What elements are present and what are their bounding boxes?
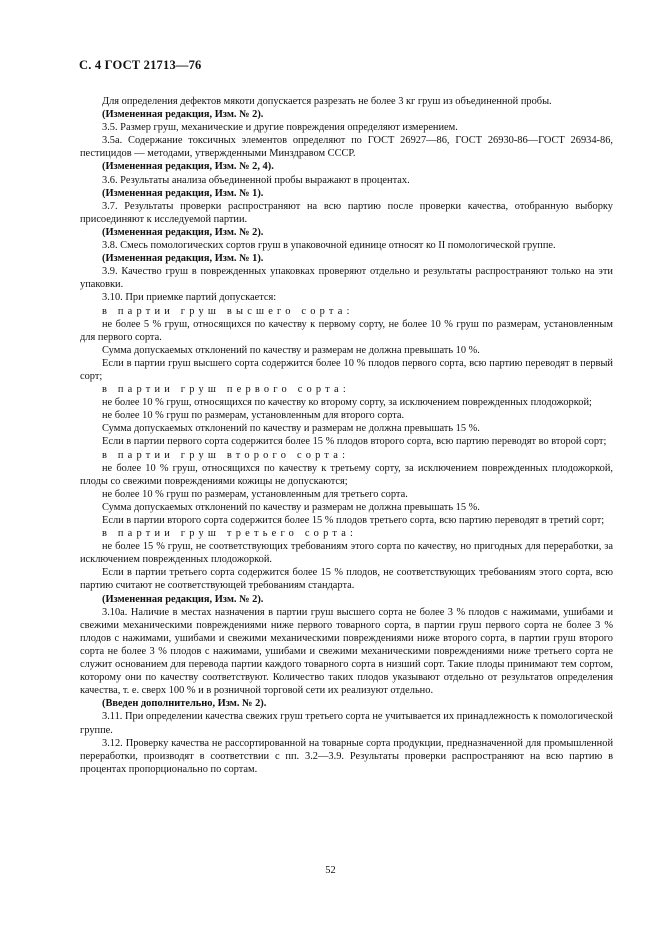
page-header: С. 4 ГОСТ 21713—76 [79, 58, 202, 72]
revision-note: (Измененная редакция, Изм. № 2, 4). [102, 161, 274, 173]
document-body [80, 95, 613, 776]
revision-note: (Измененная редакция, Изм. № 2). [102, 226, 264, 238]
paragraph: 3.8. Смесь помологических сортов груш в упаковочной единице относят ко II помологической группе. [102, 240, 556, 252]
revision-note: (Измененная редакция, Изм. № 2). [102, 109, 264, 121]
paragraph: 3.10а. Наличие в местах назначения в партии груш высшего сорта не более 3 % плодов с нажимами, ушибами и свежими механическими повреждениями ниже первого товарного сорта, в партии груш первого сорта не более 3 % плодов с нажимами, ушибами и свежими механическими повреждениями ниже второго сорта, в партии груш второго сорта не более 3 % плодов с нажимами, ушибами и свежими механическими повреждениями ниже третьего сорта не служит основанием для перевода партии каждого товарного сорта в низший сорт. Такие плоды принимают тем сортом, которому они по качеству соответствуют. Количество таких плодов указывают отдельно от результатов определения качества, т. е. сверх 100 % и в розничной торговой сети их реализуют отдельно. [80, 606, 613, 697]
revision-note: (Измененная редакция, Изм. № 1). [102, 253, 264, 265]
grade-subheading: в партии груш третьего сорта: [102, 528, 358, 540]
paragraph: 3.6. Результаты анализа объединенной пробы выражают в процентах. [102, 174, 410, 186]
paragraph: не более 15 % груш, не соответствующих требованиям этого сорта по качеству, но пригодных для переработки, за исключением поврежденных плодожоркой. [80, 541, 613, 566]
grade-subheading: в партии груш второго сорта: [102, 449, 350, 461]
paragraph: Если в партии груш высшего сорта содержится более 10 % плодов первого сорта, всю партию переводят в первый сорт; [80, 357, 613, 382]
page-number: 52 [325, 865, 336, 876]
paragraph: 3.5а. Содержание токсичных элементов определяют по ГОСТ 26927—86, ГОСТ 26930-86—ГОСТ 26934-86, пестицидов — методами, утвержденными Минздравом СССР. [80, 135, 613, 160]
paragraph: не более 10 % груш по размерам, установленным для второго сорта. [102, 410, 405, 422]
paragraph: 3.9. Качество груш в поврежденных упаковках проверяют отдельно и результаты распространяют только на эти упаковки. [80, 266, 613, 291]
paragraph: 3.12. Проверку качества не рассортированной на товарные сорта продукции, предназначенной для промышленной переработки, производят в соответствии с пп. 3.2—3.9. Результаты проверки распространяют на всю партию в процентах пропорционально по сортам. [80, 737, 613, 775]
paragraph: не более 10 % груш, относящихся по качеству к третьему сорту, за исключением поврежденных плодожоркой, плоды со свежими повреждениями кожицы не допускаются; [80, 462, 613, 487]
revision-note: (Измененная редакция, Изм. № 1). [102, 187, 264, 199]
paragraph: 3.10. При приемке партий допускается: [102, 292, 277, 304]
grade-subheading: в партии груш высшего сорта: [102, 305, 354, 317]
paragraph: Если в партии третьего сорта содержится более 15 % плодов, не соответствующих требованиям этого сорта, всю партию считают не соответствующей требованиям стандарта. [80, 567, 613, 592]
grade-subheading: в партии груш первого сорта: [102, 384, 350, 396]
paragraph: не более 10 % груш, относящихся по качеству ко второму сорту, за исключением поврежденных плодожоркой; [102, 397, 592, 409]
revision-note: (Измененная редакция, Изм. № 2). [102, 593, 264, 605]
paragraph: не более 10 % груш по размерам, установленным для третьего сорта. [102, 488, 408, 500]
paragraph: 3.7. Результаты проверки распространяют на всю партию после проверки качества, отобранную выборку присоединяют к исследуемой партии. [80, 200, 613, 225]
paragraph: Если в партии второго сорта содержится более 15 % плодов третьего сорта, всю партию переводят в третий сорт; [102, 515, 605, 526]
revision-note: (Введен дополнительно, Изм. № 2). [102, 698, 267, 710]
paragraph: не более 5 % груш, относящихся по качеству к первому сорту, не более 10 % груш по размерам, установленным для первого сорта. [80, 318, 613, 343]
paragraph: Сумма допускаемых отклонений по качеству и размерам не должна превышать 15 %. [102, 423, 480, 435]
paragraph: 3.11. При определении качества свежих груш третьего сорта не учитывается их принадлежность к помологической группе. [80, 711, 613, 736]
paragraph: Для определения дефектов мякоти допускается разрезать не более 3 кг груш из объединенной пробы. [102, 96, 552, 107]
paragraph: Если в партии первого сорта содержится более 15 % плодов второго сорта, всю партию переводят во второй сорт; [102, 436, 607, 448]
paragraph: Сумма допускаемых отклонений по качеству и размерам не должна превышать 15 %. [102, 501, 480, 513]
paragraph: 3.5. Размер груш, механические и другие повреждения определяют измерением. [102, 122, 458, 134]
paragraph: Сумма допускаемых отклонений по качеству и размерам не должна превышать 10 %. [102, 344, 480, 356]
